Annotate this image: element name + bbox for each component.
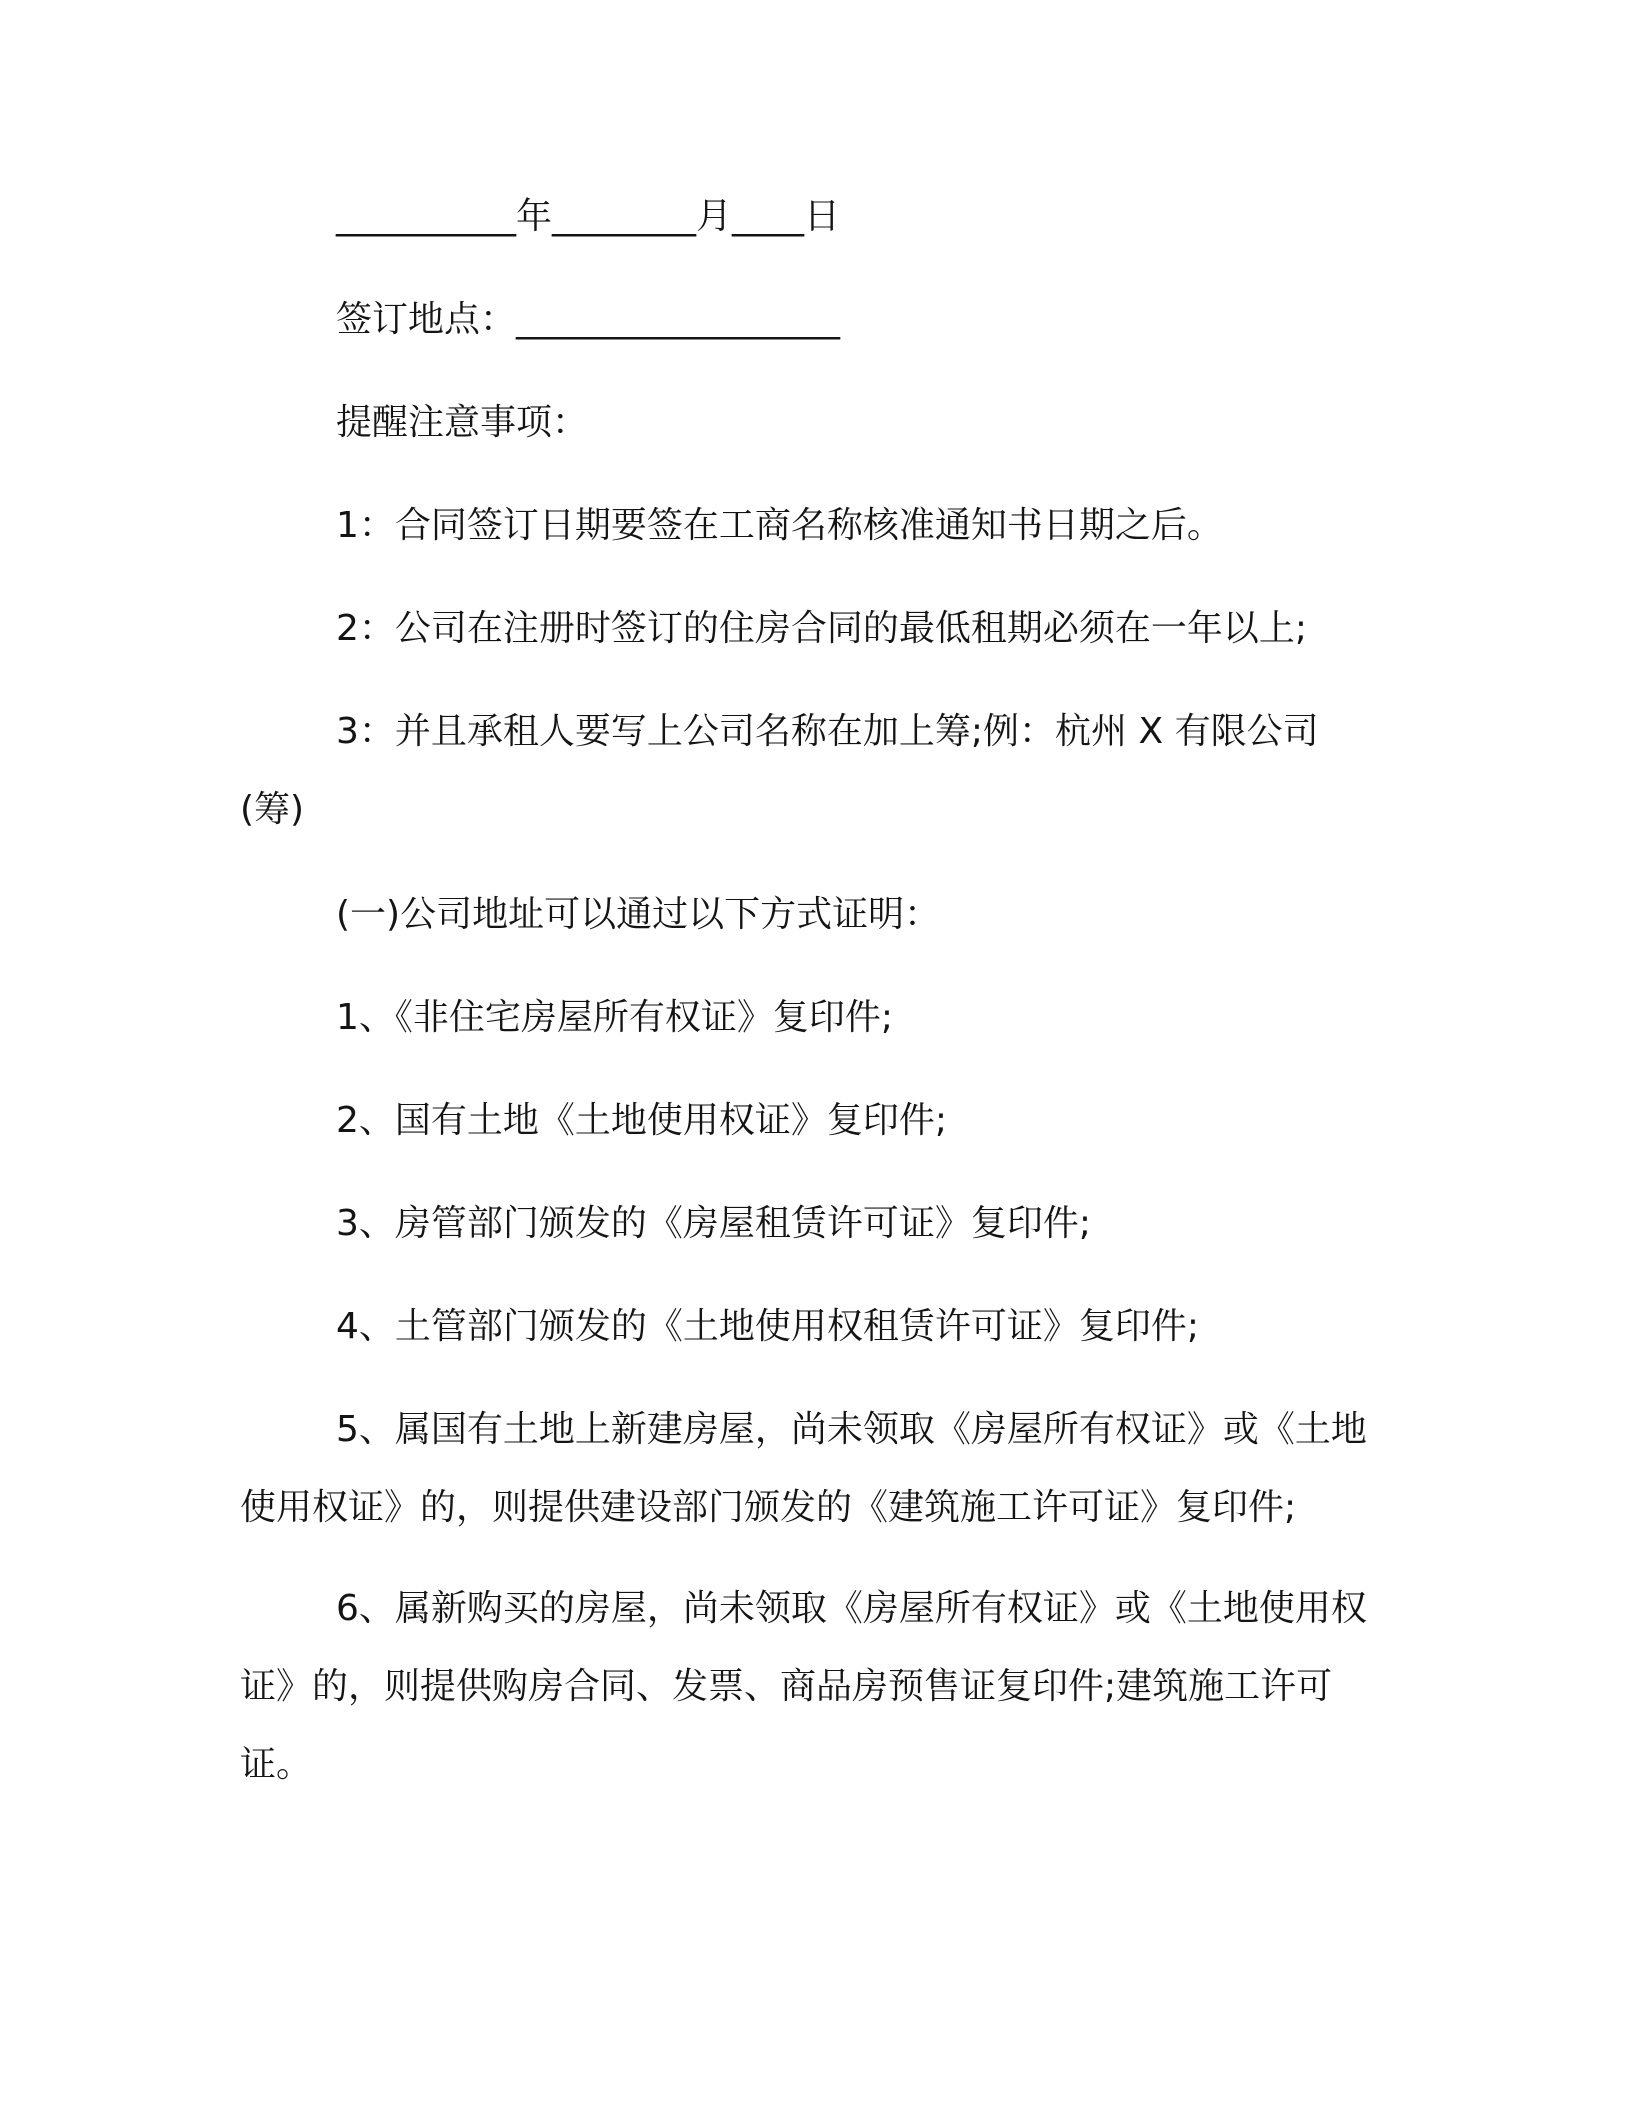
- signing-place-line: 签订地点：__________________: [336, 299, 841, 340]
- note-1: 1：合同签订日期要签在工商名称核准通知书日期之后。: [336, 505, 1223, 546]
- list-item: 2、国有土地《土地使用权证》复印件;: [336, 1100, 948, 1141]
- list-item: 4、土管部门颁发的《土地使用权租赁许可证》复印件;: [336, 1306, 1200, 1347]
- list-item: 5、属国有土地上新建房屋，尚未领取《房屋所有权证》或《土地使用权证》的，则提供建设部门颁发的《建筑施工许可证》复印件;: [240, 1409, 1367, 1528]
- list-item: 1、《非住宅房屋所有权证》复印件;: [336, 997, 894, 1038]
- reminder-heading: 提醒注意事项：: [336, 402, 589, 443]
- note-3: 3：并且承租人要写上公司名称在加上筹;例：杭州 X 有限公司(筹): [240, 711, 1319, 830]
- date-line: __________年________月____日: [336, 196, 840, 237]
- list-item: 3、房管部门颁发的《房屋租赁许可证》复印件;: [336, 1203, 1092, 1244]
- list-item: 6、属新购买的房屋，尚未领取《房屋所有权证》或《土地使用权证》的，则提供购房合同、发票、商品房预售证复印件;建筑施工许可证。: [240, 1588, 1367, 1785]
- note-2: 2：公司在注册时签订的住房合同的最低租期必须在一年以上;: [336, 608, 1308, 649]
- section-heading: (一)公司地址可以通过以下方式证明：: [336, 894, 941, 935]
